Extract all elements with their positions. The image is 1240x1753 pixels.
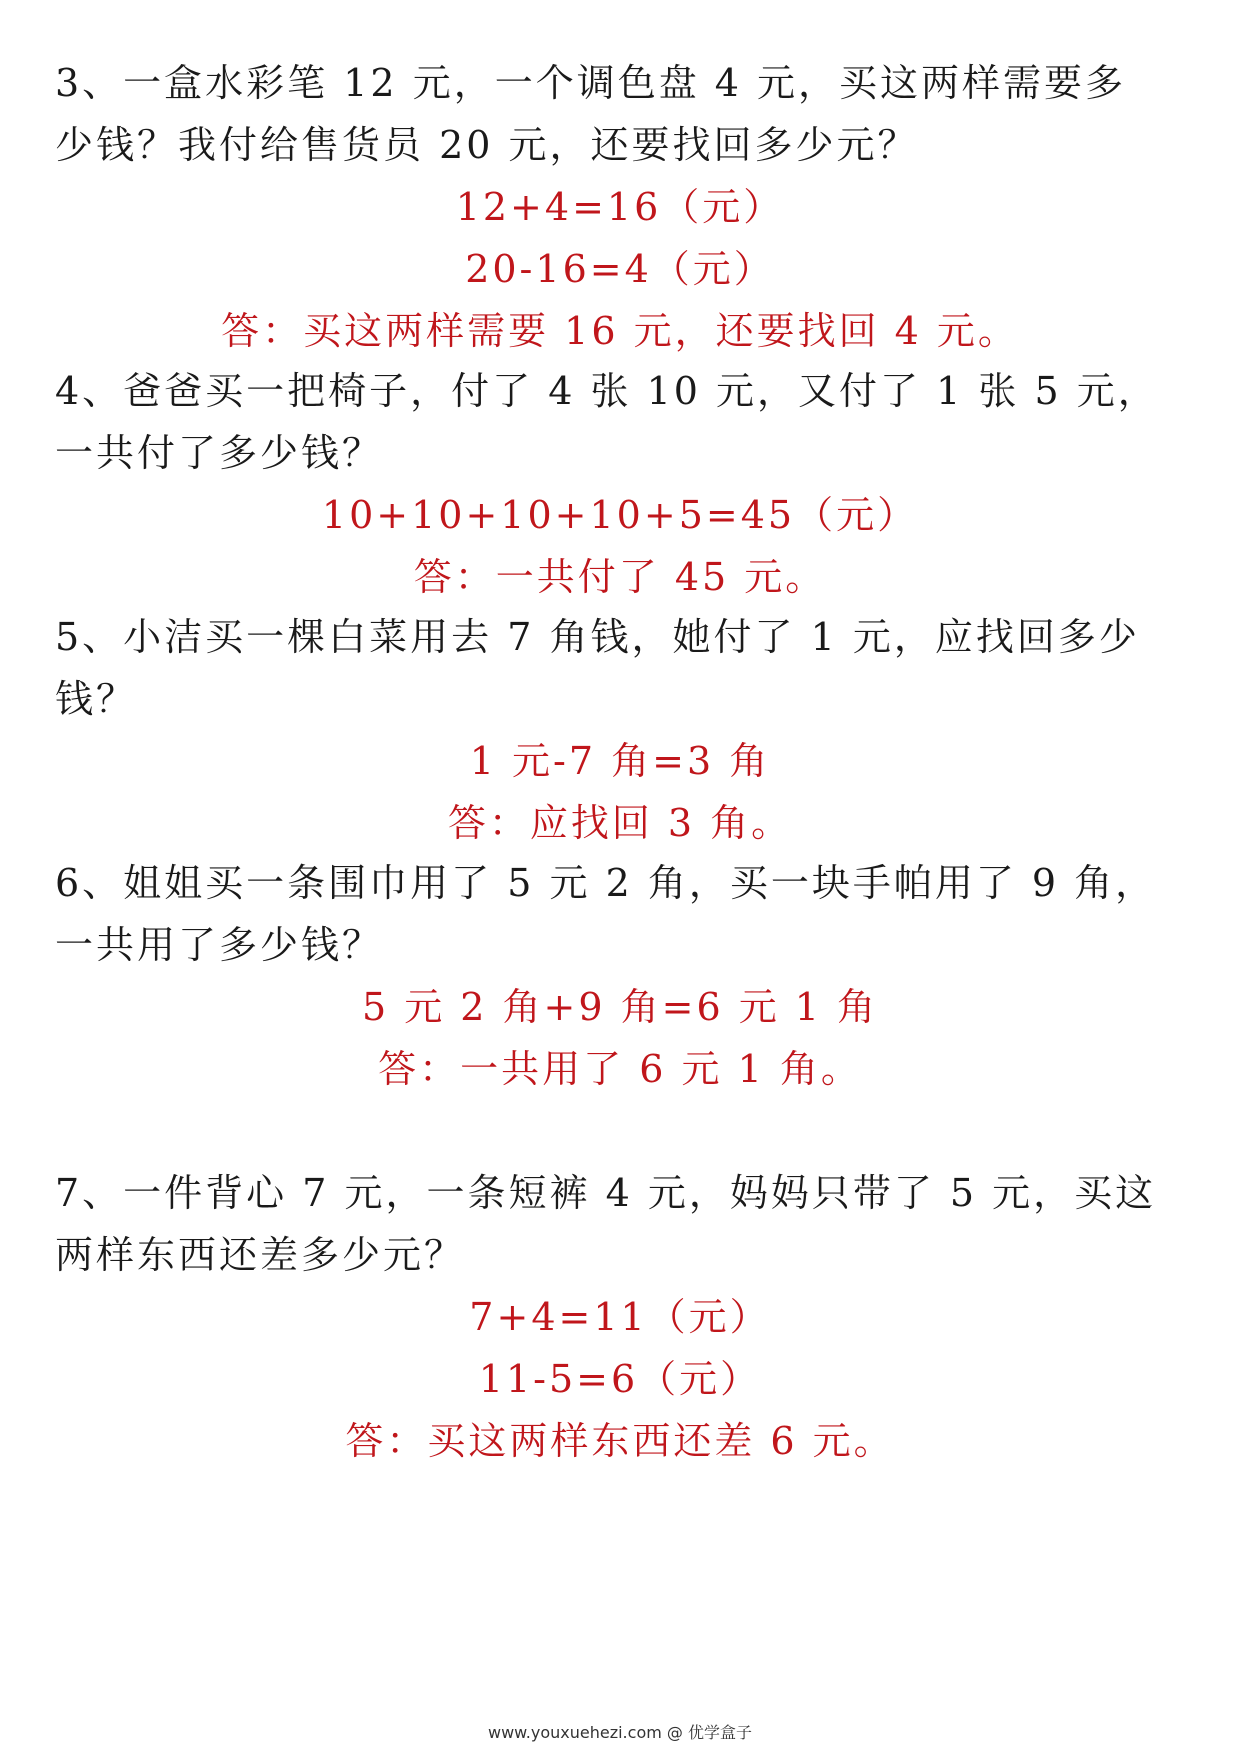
problem-3-question-line-2: 少钱？我付给售货员 20 元，还要找回多少元？: [55, 123, 919, 167]
problem-3-equation-1: 12+4=16（元）: [455, 185, 785, 229]
problem-7-equation-2: 11-5=6（元）: [478, 1357, 762, 1401]
problem-5-question-line-1: 5、小洁买一棵白菜用去 7 角钱，她付了 1 元，应找回多少: [55, 615, 1140, 659]
problem-5-question-line-2: 钱？: [55, 677, 138, 721]
problem-6-equation: 5 元 2 角+9 角=6 元 1 角: [361, 985, 879, 1029]
problem-7-question-line-2: 两样东西还差多少元？: [55, 1233, 466, 1277]
problem-4-answer: 答：一共付了 45 元。: [413, 555, 827, 599]
problem-4-question-line-1: 4、爸爸买一把椅子，付了 4 张 10 元，又付了 1 张 5 元，: [55, 369, 1159, 413]
problem-5-answer: 答：应找回 3 角。: [447, 801, 793, 845]
problem-3-equation-2: 20-16=4（元）: [465, 247, 775, 291]
problem-4-equation: 10+10+10+10+5=45（元）: [321, 493, 919, 537]
problem-3-answer: 答：买这两样需要 16 元，还要找回 4 元。: [221, 309, 1019, 353]
problem-3-question-line-1: 3、一盒水彩笔 12 元，一个调色盘 4 元，买这两样需要多: [55, 61, 1127, 105]
problem-7-equation-1: 7+4=11（元）: [469, 1295, 771, 1339]
problem-7-question-line-1: 7、一件背心 7 元，一条短裤 4 元，妈妈只带了 5 元，买这: [55, 1171, 1157, 1215]
problem-5-equation: 1 元-7 角=3 角: [469, 739, 771, 783]
problem-7-answer: 答：买这两样东西还差 6 元。: [345, 1419, 895, 1463]
problem-4-question-line-2: 一共付了多少钱？: [55, 431, 384, 475]
problem-6-answer: 答：一共用了 6 元 1 角。: [378, 1047, 862, 1091]
problem-6-question-line-2: 一共用了多少钱？: [55, 923, 384, 967]
problem-6-question-line-1: 6、姐姐买一条围巾用了 5 元 2 角，买一块手帕用了 9 角，: [55, 861, 1157, 905]
footer-watermark: www.youxuehezi.com @ 优学盒子: [488, 1723, 752, 1742]
